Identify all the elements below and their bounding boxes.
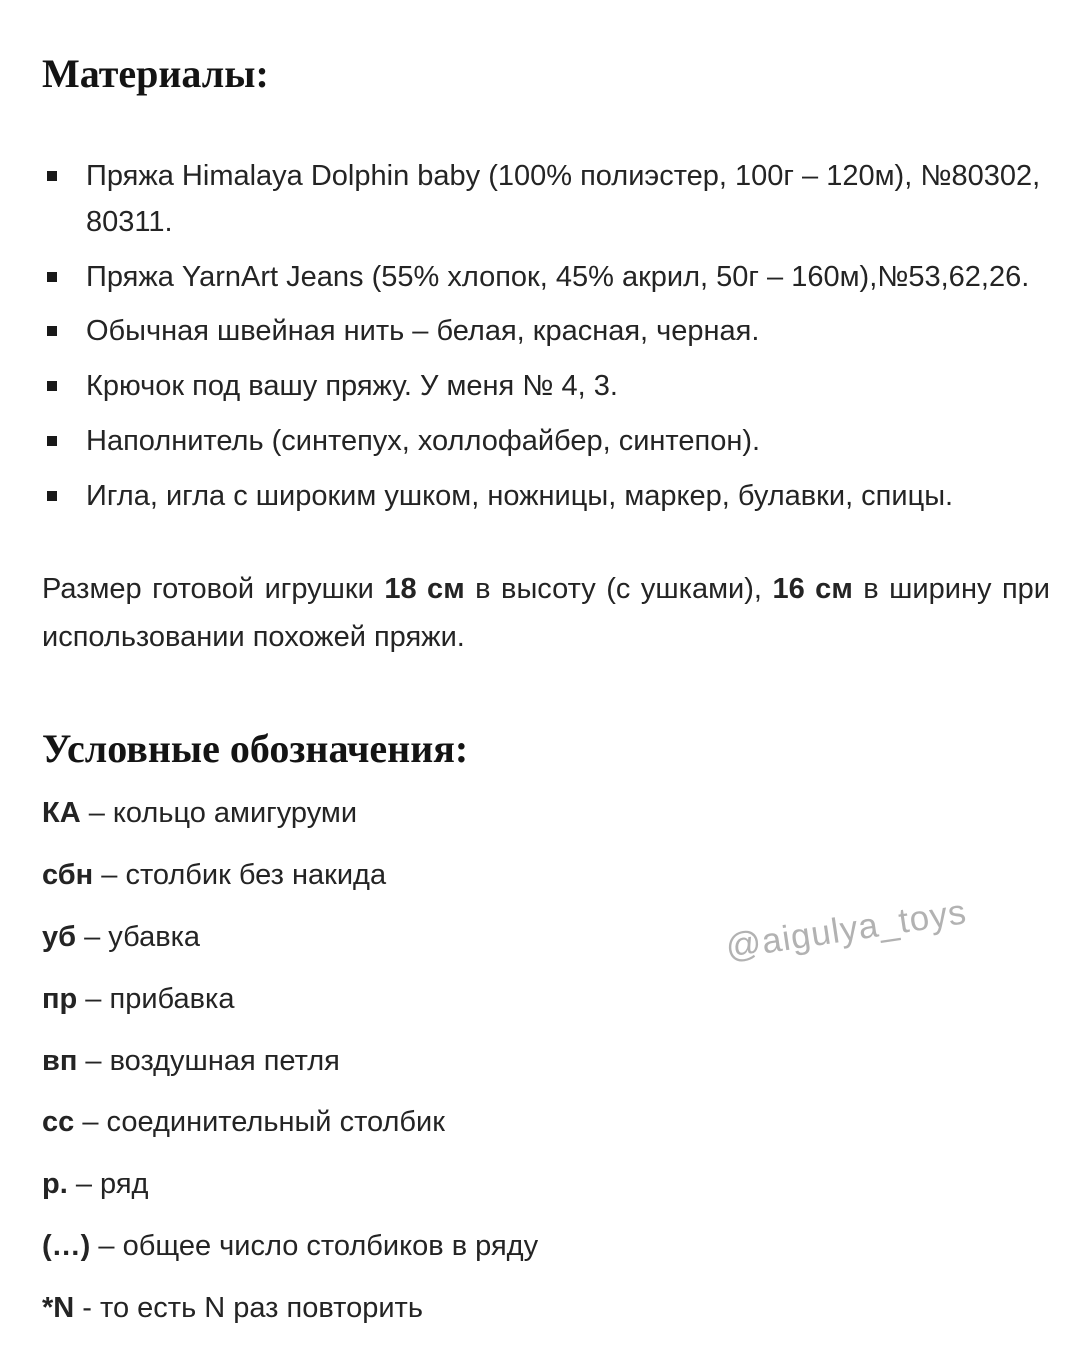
legend-separator: – (77, 982, 110, 1015)
legend-abbr: пр (42, 982, 78, 1015)
size-note-text: в высоту (с ушками), (464, 572, 773, 605)
legend-meaning: убавка (108, 921, 201, 953)
legend-abbr: сс (42, 1106, 75, 1139)
legend-abbr: вп (42, 1044, 78, 1077)
materials-heading: Материалы: (42, 51, 269, 96)
list-item (42, 154, 1050, 246)
legend-abbr: КА (42, 797, 81, 830)
bullet-square-icon (47, 491, 57, 501)
legend-meaning: прибавка (109, 982, 235, 1015)
legend-separator: – (77, 1044, 110, 1077)
bullet-square-icon (47, 436, 57, 446)
materials-list (42, 154, 1050, 520)
legend-row (42, 1224, 1050, 1270)
legend-meaning: столбик без накида (125, 859, 387, 892)
size-height-value: 18 см (384, 572, 465, 605)
bullet-square-icon (47, 272, 57, 282)
legend-separator: – (76, 921, 109, 953)
list-item (42, 255, 1050, 301)
list-item (42, 364, 1050, 410)
legend-row (42, 791, 1050, 837)
legend-abbr: уб (42, 921, 77, 953)
size-note-text: в ширину при использовании похожей пряжи. (42, 572, 1051, 653)
size-note (42, 566, 1050, 662)
legend-heading: Условные обозначения: (42, 726, 469, 772)
legend-meaning: то есть N раз повторить (100, 1291, 423, 1324)
legend-meaning: воздушная петля (109, 1044, 340, 1077)
size-width-value: 16 см (772, 572, 853, 605)
legend-separator: – (74, 1106, 107, 1139)
legend-separator: – (90, 1230, 123, 1263)
bullet-square-icon (47, 326, 57, 336)
material-text: Пряжа YarnArt Jeans (55% хлопок, 45% акрил, 50г – 160м),№53,62,26. (86, 260, 1030, 293)
bullet-square-icon (47, 381, 57, 391)
legend-abbr: сбн (42, 859, 94, 892)
legend-row (42, 915, 1050, 961)
list-item (42, 419, 1050, 465)
list-item (42, 309, 1050, 355)
material-text: Наполнитель (синтепух, холлофайбер, синтепон). (86, 425, 761, 458)
watermark: @aigulya_toys (723, 892, 970, 967)
legend-row (42, 853, 1050, 899)
bullet-square-icon (47, 171, 57, 181)
legend-separator: – (93, 859, 126, 892)
legend-separator: - (74, 1291, 101, 1324)
legend-separator: – (67, 1168, 101, 1201)
legend-row (42, 1039, 1050, 1085)
legend-meaning: соединительный столбик (106, 1106, 445, 1139)
legend-abbr: (…) (42, 1230, 91, 1263)
material-text: Пряжа Himalaya Dolphin baby (100% полиэстер, 100г – 120м), №80302, 80311. (86, 160, 1041, 238)
size-note-text: Размер готовой игрушки (42, 572, 385, 605)
legend-row (42, 1100, 1050, 1146)
legend-separator: – (80, 797, 113, 830)
legend-row (42, 977, 1050, 1023)
legend-meaning: общее число столбиков в ряду (122, 1230, 539, 1263)
material-text: Игла, игла с широким ушком, ножницы, маркер, булавки, спицы. (86, 479, 954, 512)
legend-row (42, 1286, 1050, 1332)
legend-row (42, 1162, 1050, 1208)
material-text: Крючок под вашу пряжу. У меня № 4, 3. (86, 370, 618, 403)
legend-abbr: *N (42, 1291, 75, 1324)
legend-abbr: р. (42, 1168, 68, 1201)
legend-meaning: ряд (100, 1168, 149, 1201)
legend-list (42, 791, 1050, 1331)
legend-meaning: кольцо амигуруми (112, 797, 358, 830)
material-text: Обычная швейная нить – белая, красная, черная. (86, 315, 760, 348)
list-item (42, 474, 1050, 520)
